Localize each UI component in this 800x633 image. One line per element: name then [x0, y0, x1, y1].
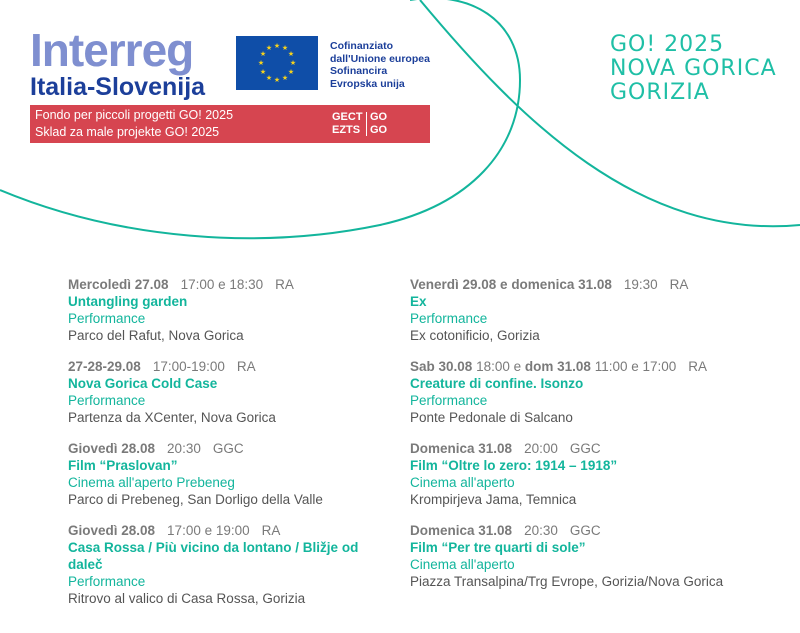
eu-text-line: Cofinanziato [330, 40, 393, 52]
event-time: 11:00 e 17:00 [594, 359, 677, 374]
event-venue-code: RA [275, 277, 294, 292]
event-title: Ex [410, 294, 427, 309]
event-type: Performance [410, 393, 488, 408]
event-date: 27-28-29.08 [68, 359, 141, 374]
interreg-wordmark: Interreg [30, 24, 194, 76]
svg-text:★: ★ [273, 76, 281, 84]
event-date: Giovedì 28.08 [68, 441, 156, 456]
event-title: Film “Per tre quarti di sole” [410, 540, 586, 555]
svg-text:★: ★ [281, 44, 289, 52]
go-logo-line: GO! 2025 [610, 32, 725, 57]
event-date: Domenica 31.08 [410, 441, 513, 456]
event-header [68, 276, 393, 293]
event-date: Mercoledì 27.08 [68, 277, 169, 292]
svg-text:★: ★ [281, 74, 289, 82]
svg-text:★: ★ [259, 68, 267, 76]
event-item [410, 440, 750, 508]
event-header [68, 440, 393, 457]
svg-text:★: ★ [259, 50, 267, 58]
event-header [68, 358, 393, 375]
event-item [68, 358, 393, 426]
svg-text:★: ★ [289, 59, 297, 67]
events-left-column [68, 276, 393, 621]
event-title: Nova Gorica Cold Case [68, 376, 218, 391]
event-venue-code: RA [688, 359, 708, 374]
event-time: 20:30 [167, 441, 201, 456]
svg-text:★: ★ [287, 50, 295, 58]
eu-cofinancing-text [330, 40, 450, 90]
event-time: 20:30 [524, 523, 558, 538]
event-title: Film “Praslovan” [68, 458, 178, 473]
fund-line-it: Fondo per piccoli progetti GO! 2025 [35, 108, 234, 122]
event-venue-code: GGC [212, 441, 244, 456]
event-header [410, 440, 750, 457]
event-type: Performance [68, 574, 146, 589]
svg-text:★: ★ [273, 42, 281, 50]
event-item [410, 276, 750, 344]
event-type: Performance [410, 311, 488, 326]
event-header [410, 276, 750, 293]
svg-text:★: ★ [257, 59, 265, 67]
event-type: Performance [68, 311, 146, 326]
fund-banner [30, 105, 430, 143]
event-venue: Ponte Pedonale di Salcano [410, 410, 573, 425]
events-right-column [410, 276, 750, 604]
gect-logo [332, 111, 363, 137]
event-time: 17:00 e 19:00 [167, 523, 250, 538]
event-item [68, 276, 393, 344]
event-venue: Parco di Prebeneg, San Dorligo della Valle [68, 492, 323, 507]
event-item [410, 358, 750, 426]
event-venue-code: RA [236, 359, 256, 374]
event-item [410, 522, 750, 590]
go-logo-line: GORIZIA [610, 80, 710, 105]
svg-text:★: ★ [265, 44, 273, 52]
event-time: 18:00 [476, 359, 510, 374]
gect-divider [366, 112, 367, 136]
event-header [410, 522, 750, 539]
go-label: GO [370, 124, 388, 136]
event-date: Giovedì 28.08 [68, 523, 156, 538]
interreg-logo [30, 24, 230, 102]
svg-text:★: ★ [287, 68, 295, 76]
gect-go-logo [370, 111, 387, 137]
event-title: Casa Rossa / Più vicino da lontano / Bližje od daleč [68, 540, 359, 572]
event-venue: Krompirjeva Jama, Temnica [410, 492, 577, 507]
event-time: 19:30 [623, 277, 658, 292]
event-venue: Parco del Rafut, Nova Gorica [68, 328, 244, 343]
svg-text:★: ★ [265, 74, 273, 82]
event-venue-code: RA [669, 277, 689, 292]
event-conjunction: e [513, 359, 522, 374]
ezts-label: EZTS [332, 124, 361, 136]
event-title: Creature di confine. Isonzo [410, 376, 584, 391]
event-venue-code: GGC [569, 523, 601, 538]
event-date: dom 31.08 [524, 359, 591, 374]
event-type: Cinema all'aperto [410, 557, 515, 572]
event-type: Performance [68, 393, 146, 408]
event-venue-code: RA [261, 523, 281, 538]
event-date: Venerdì 29.08 e domenica 31.08 [410, 277, 612, 292]
event-title: Film “Oltre lo zero: 1914 – 1918” [410, 458, 618, 473]
gect-label: GECT [332, 111, 363, 123]
go-label: GO [370, 111, 388, 123]
event-venue: Piazza Transalpina/Trg Evrope, Gorizia/Nova Gorica [410, 574, 724, 589]
event-venue-code: GGC [569, 441, 601, 456]
eu-text-line: dall'Unione europea [330, 52, 430, 65]
fund-line-sl: Sklad za male projekte GO! 2025 [35, 125, 220, 139]
eu-flag-icon [236, 36, 318, 90]
event-header [68, 522, 393, 539]
interreg-program: Italia-Slovenija [30, 73, 206, 101]
go-logo-line: NOVA GORICA [610, 56, 777, 81]
event-time: 17:00-19:00 [152, 359, 225, 374]
go2025-logo [610, 33, 777, 105]
event-type: Cinema all'aperto [410, 475, 515, 490]
event-venue: Ritrovo al valico di Casa Rossa, Gorizia [68, 591, 306, 606]
event-venue: Ex cotonificio, Gorizia [410, 328, 540, 343]
event-date: Sab 30.08 [410, 359, 473, 374]
event-type: Cinema all'aperto Prebeneg [68, 475, 235, 490]
event-time: 20:00 [524, 441, 558, 456]
event-header [410, 358, 750, 375]
event-item [68, 440, 393, 508]
event-date: Domenica 31.08 [410, 523, 513, 538]
event-item [68, 522, 393, 607]
event-title: Untangling garden [68, 294, 188, 309]
event-venue: Partenza da XCenter, Nova Gorica [68, 410, 276, 425]
eu-text-line: Sofinancira [330, 65, 388, 77]
eu-text-line: Evropska unija [330, 77, 405, 90]
event-time: 17:00 e 18:30 [180, 277, 264, 292]
